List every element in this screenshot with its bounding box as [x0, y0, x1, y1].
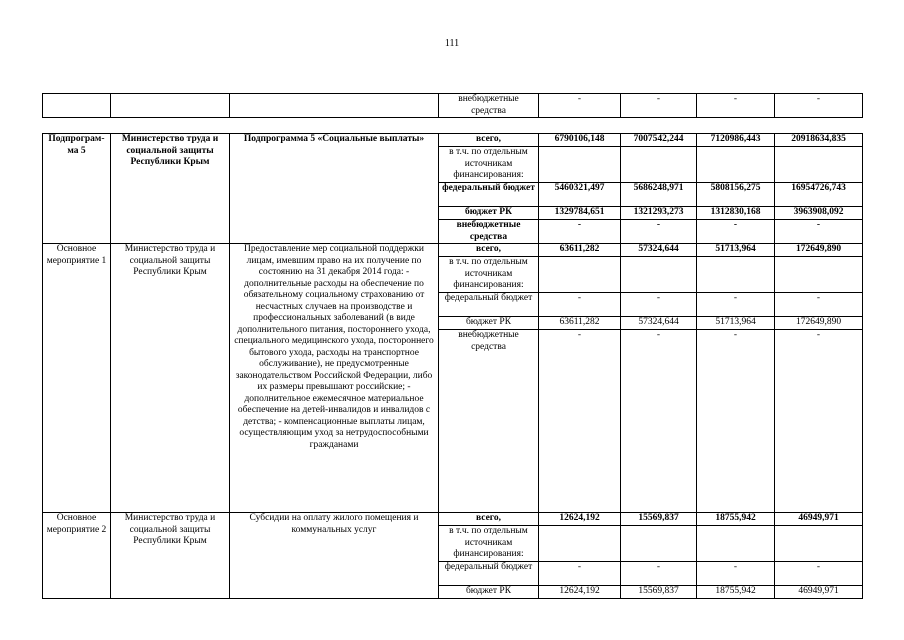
value-cell: 20918634,835	[775, 134, 863, 147]
table-row	[43, 134, 863, 147]
source-cell: федеральный бюджет	[439, 562, 539, 586]
financing-table	[42, 133, 863, 599]
source-cell: внебюджетные средства	[439, 220, 539, 244]
table-row	[43, 244, 863, 257]
value-cell: -	[621, 330, 697, 513]
source-cell: внебюджетные средства	[439, 330, 539, 513]
value-cell: 7120986,443	[697, 134, 775, 147]
value-cell: -	[621, 220, 697, 244]
value-cell: -	[539, 94, 621, 118]
value-cell: 1312830,168	[697, 207, 775, 220]
value-cell: 51713,964	[697, 244, 775, 257]
value-cell: -	[539, 220, 621, 244]
executor-cell: Министерство труда и социальной защиты Республики Крым	[111, 134, 230, 244]
value-cell: 46949,971	[775, 513, 863, 526]
activity-code: Основное мероприятие 1	[43, 244, 111, 513]
value-cell: 57324,644	[621, 244, 697, 257]
source-cell: в т.ч. по отдельным источникам финансирования:	[439, 526, 539, 562]
source-cell: всего,	[439, 244, 539, 257]
value-cell: -	[697, 293, 775, 317]
value-cell: -	[539, 293, 621, 317]
value-cell: -	[775, 293, 863, 317]
source-cell: в т.ч. по отдельным источникам финансирования:	[439, 147, 539, 183]
value-cell: 57324,644	[621, 317, 697, 330]
source-cell: в т.ч. по отдельным источникам финансирования:	[439, 257, 539, 293]
value-cell: 18755,942	[697, 586, 775, 599]
value-cell: -	[621, 562, 697, 586]
source-cell: бюджет РК	[439, 586, 539, 599]
value-cell: -	[697, 94, 775, 118]
source-cell: всего,	[439, 513, 539, 526]
source-cell: всего,	[439, 134, 539, 147]
value-cell: 15569,837	[621, 513, 697, 526]
page-number: 111	[444, 38, 460, 49]
subprogram-title: Подпрограмма 5 «Социальные выплаты»	[230, 134, 439, 244]
value-cell: -	[775, 562, 863, 586]
value-cell: 1321293,273	[621, 207, 697, 220]
table-row	[43, 513, 863, 526]
value-cell: -	[697, 562, 775, 586]
value-cell: 172649,890	[775, 317, 863, 330]
value-cell: 7007542,244	[621, 134, 697, 147]
value-cell: -	[697, 330, 775, 513]
value-cell: 63611,282	[539, 317, 621, 330]
value-cell: 5460321,497	[539, 183, 621, 207]
activity-code: Основное мероприятие 2	[43, 513, 111, 599]
value-cell: 172649,890	[775, 244, 863, 257]
source-cell: федеральный бюджет	[439, 293, 539, 317]
value-cell: 16954726,743	[775, 183, 863, 207]
value-cell: 3963908,092	[775, 207, 863, 220]
value-cell: -	[621, 293, 697, 317]
executor-cell: Министерство труда и социальной защиты Республики Крым	[111, 513, 230, 599]
value-cell: 15569,837	[621, 586, 697, 599]
table-row	[43, 94, 863, 118]
value-cell: 6790106,148	[539, 134, 621, 147]
value-cell: -	[697, 220, 775, 244]
value-cell: 51713,964	[697, 317, 775, 330]
source-cell: федеральный бюджет	[439, 183, 539, 207]
subprogram-code: Подпрограм-ма 5	[43, 134, 111, 244]
value-cell: 1329784,651	[539, 207, 621, 220]
value-cell: -	[539, 562, 621, 586]
value-cell: -	[539, 330, 621, 513]
source-cell: внебюджетные средства	[439, 94, 539, 118]
value-cell: 12624,192	[539, 513, 621, 526]
source-cell: бюджет РК	[439, 317, 539, 330]
executor-cell: Министерство труда и социальной защиты Республики Крым	[111, 244, 230, 513]
value-cell: 63611,282	[539, 244, 621, 257]
value-cell: -	[775, 94, 863, 118]
value-cell: 18755,942	[697, 513, 775, 526]
value-cell: 12624,192	[539, 586, 621, 599]
source-cell: бюджет РК	[439, 207, 539, 220]
top-fragment-table	[42, 93, 863, 118]
activity-description: Субсидии на оплату жилого помещения и коммунальных услуг	[230, 513, 439, 599]
value-cell: -	[621, 94, 697, 118]
value-cell: -	[775, 330, 863, 513]
value-cell: 5686248,971	[621, 183, 697, 207]
value-cell: 46949,971	[775, 586, 863, 599]
value-cell: -	[775, 220, 863, 244]
activity-description: Предоставление мер социальной поддержки лицам, имевшим право на их получение по состоянию на 31 декабря 2014 года: - дополнительные расходы на обеспечение по обязательному социальному страхованию от несчастных случаев на производстве и профессиональных заболеваний (в виде дополнительного питания, постороннего ухода, специального медицинского ухода, постороннего бытового ухода, расходы на транспортное обслуживание), не предусмотренные законодательством Российской Федерации, либо их размеры превышают российские; - дополнительное ежемесячное материальное обеспечение на детей-инвалидов и инвалидов с детства; - компенсационные выплаты лицам, осуществляющим уход за нетрудоспособными гражданами	[230, 244, 439, 513]
value-cell: 5808156,275	[697, 183, 775, 207]
